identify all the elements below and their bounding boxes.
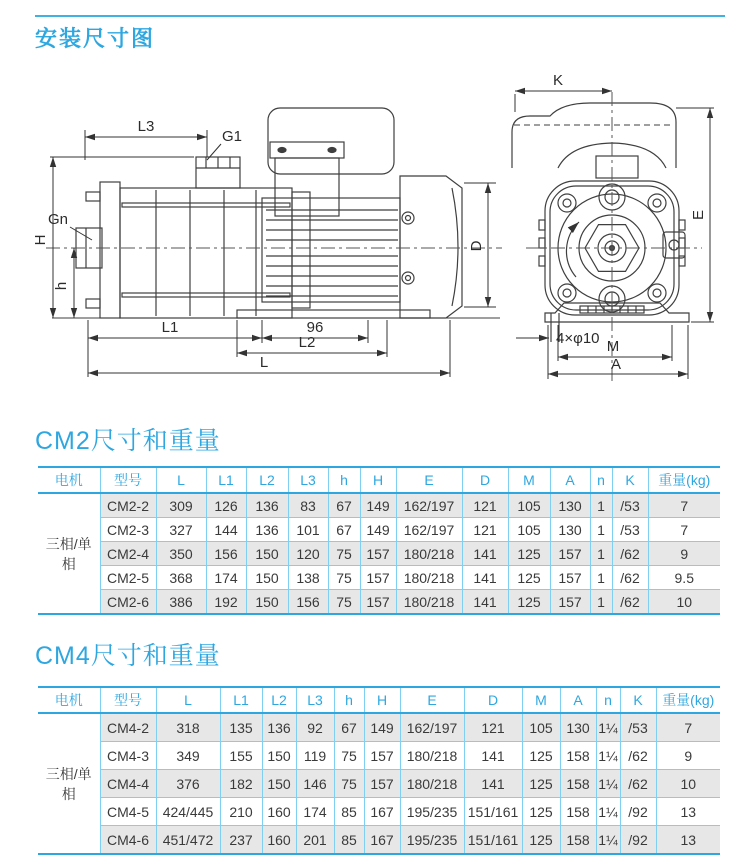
value-cell: 130	[550, 493, 590, 518]
column-header: D	[462, 467, 508, 493]
value-cell: 83	[288, 493, 328, 518]
value-cell: /53	[620, 713, 656, 742]
dim-label-L1: L1	[161, 319, 179, 336]
model-cell: CM2-4	[100, 542, 156, 566]
value-cell: 1	[590, 493, 612, 518]
value-cell: 150	[246, 566, 288, 590]
dim-label-Gn: Gn	[48, 211, 69, 228]
column-header: L2	[246, 467, 288, 493]
value-cell: 318	[156, 713, 220, 742]
value-cell: 158	[560, 770, 596, 798]
motor-group-cell: 三相/单相	[38, 713, 100, 854]
value-cell: 167	[364, 826, 400, 855]
value-cell: 105	[508, 493, 550, 518]
column-header: H	[360, 467, 396, 493]
model-cell: CM4-5	[100, 798, 156, 826]
value-cell: 85	[334, 798, 364, 826]
dim-label-A: A	[610, 356, 622, 373]
value-cell: /62	[620, 770, 656, 798]
value-cell: 157	[360, 566, 396, 590]
cm4-section-heading: CM4尺寸和重量	[35, 642, 221, 670]
column-header: E	[400, 687, 464, 713]
dim-label-L3: L3	[137, 118, 155, 135]
table-row	[38, 590, 720, 615]
column-header: L1	[220, 687, 262, 713]
model-cell: CM2-2	[100, 493, 156, 518]
value-cell: 174	[296, 798, 334, 826]
value-cell: /92	[620, 798, 656, 826]
value-cell: 149	[364, 713, 400, 742]
dim-label-G1: G1	[222, 128, 243, 145]
column-header: 型号	[100, 467, 156, 493]
value-cell: 182	[220, 770, 262, 798]
value-cell: 13	[656, 826, 720, 855]
value-cell: 158	[560, 742, 596, 770]
value-cell: 121	[464, 713, 522, 742]
value-cell: 136	[246, 518, 288, 542]
value-cell: 162/197	[396, 493, 462, 518]
table-row	[38, 566, 720, 590]
value-cell: 1¼	[596, 770, 620, 798]
column-header: A	[560, 687, 596, 713]
value-cell: 155	[220, 742, 262, 770]
value-cell: 167	[364, 798, 400, 826]
value-cell: 119	[296, 742, 334, 770]
cm4-table-header	[38, 687, 720, 713]
value-cell: 126	[206, 493, 246, 518]
column-header: M	[522, 687, 560, 713]
value-cell: 180/218	[396, 590, 462, 615]
column-header: n	[590, 467, 612, 493]
pump-front-view	[512, 103, 689, 342]
column-header: H	[364, 687, 400, 713]
model-cell: CM2-3	[100, 518, 156, 542]
column-header: 型号	[100, 687, 156, 713]
value-cell: 125	[508, 590, 550, 615]
value-cell: /62	[620, 742, 656, 770]
value-cell: 75	[328, 542, 360, 566]
value-cell: /62	[612, 566, 648, 590]
value-cell: 92	[296, 713, 334, 742]
column-header: L2	[262, 687, 296, 713]
value-cell: 67	[334, 713, 364, 742]
value-cell: 135	[220, 713, 262, 742]
table-row	[38, 542, 720, 566]
value-cell: 1	[590, 518, 612, 542]
cm2-section-heading: CM2尺寸和重量	[35, 427, 221, 455]
value-cell: 1	[590, 542, 612, 566]
column-header: L	[156, 467, 206, 493]
value-cell: 125	[522, 826, 560, 855]
column-header: M	[508, 467, 550, 493]
value-cell: 157	[550, 590, 590, 615]
column-header: L3	[288, 467, 328, 493]
value-cell: 9	[656, 742, 720, 770]
value-cell: 10	[648, 590, 720, 615]
value-cell: 180/218	[400, 770, 464, 798]
value-cell: /53	[612, 493, 648, 518]
value-cell: 146	[296, 770, 334, 798]
value-cell: 157	[364, 770, 400, 798]
value-cell: 125	[508, 542, 550, 566]
value-cell: 7	[648, 518, 720, 542]
value-cell: 157	[550, 542, 590, 566]
table-row	[38, 713, 720, 742]
value-cell: 75	[334, 742, 364, 770]
table-row	[38, 518, 720, 542]
table-row	[38, 798, 720, 826]
value-cell: 141	[464, 742, 522, 770]
value-cell: 180/218	[400, 742, 464, 770]
column-header: h	[334, 687, 364, 713]
value-cell: 150	[262, 742, 296, 770]
value-cell: 180/218	[396, 566, 462, 590]
value-cell: 210	[220, 798, 262, 826]
column-header: L1	[206, 467, 246, 493]
motor-group-cell: 三相/单相	[38, 493, 100, 614]
value-cell: 150	[262, 770, 296, 798]
value-cell: 13	[656, 798, 720, 826]
dim-label-bolt-holes: 4×φ10	[556, 330, 600, 347]
model-cell: CM4-4	[100, 770, 156, 798]
column-header: 电机	[38, 467, 100, 493]
value-cell: 174	[206, 566, 246, 590]
value-cell: 7	[648, 493, 720, 518]
value-cell: 136	[262, 713, 296, 742]
value-cell: 9.5	[648, 566, 720, 590]
value-cell: 157	[360, 542, 396, 566]
value-cell: 149	[360, 493, 396, 518]
column-header: K	[612, 467, 648, 493]
value-cell: 350	[156, 542, 206, 566]
value-cell: 101	[288, 518, 328, 542]
value-cell: 162/197	[396, 518, 462, 542]
value-cell: 1	[590, 566, 612, 590]
dim-label-L: L	[259, 354, 269, 371]
value-cell: 125	[522, 742, 560, 770]
value-cell: 85	[334, 826, 364, 855]
value-cell: 237	[220, 826, 262, 855]
column-header: h	[328, 467, 360, 493]
top-divider	[35, 15, 725, 17]
dim-label-h: h	[53, 281, 70, 291]
dim-label-D: D	[468, 240, 485, 252]
value-cell: 151/161	[464, 798, 522, 826]
value-cell: 151/161	[464, 826, 522, 855]
value-cell: 120	[288, 542, 328, 566]
table-row	[38, 493, 720, 518]
value-cell: 192	[206, 590, 246, 615]
value-cell: 121	[462, 518, 508, 542]
column-header: L3	[296, 687, 334, 713]
value-cell: 1¼	[596, 742, 620, 770]
value-cell: 7	[656, 713, 720, 742]
value-cell: 125	[522, 798, 560, 826]
value-cell: 75	[328, 590, 360, 615]
value-cell: 180/218	[396, 542, 462, 566]
dim-label-E: E	[690, 209, 707, 221]
column-header: D	[464, 687, 522, 713]
value-cell: 105	[508, 518, 550, 542]
model-cell: CM2-5	[100, 566, 156, 590]
value-cell: 160	[262, 826, 296, 855]
value-cell: 150	[246, 542, 288, 566]
column-header: A	[550, 467, 590, 493]
value-cell: 121	[462, 493, 508, 518]
value-cell: 75	[328, 566, 360, 590]
value-cell: 141	[462, 566, 508, 590]
value-cell: 149	[360, 518, 396, 542]
side-view-dimensions	[50, 130, 496, 377]
value-cell: 75	[334, 770, 364, 798]
cm4-spec-table	[38, 686, 720, 855]
value-cell: 125	[508, 566, 550, 590]
value-cell: 424/445	[156, 798, 220, 826]
column-header: L	[156, 687, 220, 713]
installation-dimension-drawing	[0, 70, 750, 405]
value-cell: 162/197	[400, 713, 464, 742]
header-row	[38, 687, 720, 713]
value-cell: 1¼	[596, 798, 620, 826]
value-cell: 349	[156, 742, 220, 770]
column-header: K	[620, 687, 656, 713]
value-cell: 141	[464, 770, 522, 798]
column-header: n	[596, 687, 620, 713]
column-header: 重量(kg)	[656, 687, 720, 713]
column-header: 电机	[38, 687, 100, 713]
value-cell: 160	[262, 798, 296, 826]
cm4-table-body	[38, 713, 720, 854]
table-row	[38, 826, 720, 855]
value-cell: 368	[156, 566, 206, 590]
value-cell: 376	[156, 770, 220, 798]
value-cell: 141	[462, 542, 508, 566]
column-header: 重量(kg)	[648, 467, 720, 493]
pump-side-view	[52, 108, 500, 318]
value-cell: 136	[246, 493, 288, 518]
value-cell: 157	[360, 590, 396, 615]
value-cell: 105	[522, 713, 560, 742]
cm2-table-header	[38, 467, 720, 493]
value-cell: 141	[462, 590, 508, 615]
value-cell: 130	[560, 713, 596, 742]
model-cell: CM2-6	[100, 590, 156, 615]
value-cell: /62	[612, 590, 648, 615]
cm2-table-body	[38, 493, 720, 614]
value-cell: 156	[288, 590, 328, 615]
dim-label-K: K	[552, 72, 564, 89]
dim-label-96: 96	[306, 319, 324, 336]
model-cell: CM4-6	[100, 826, 156, 855]
value-cell: 1	[590, 590, 612, 615]
cm2-spec-table	[38, 466, 720, 615]
model-cell: CM4-2	[100, 713, 156, 742]
table-row	[38, 770, 720, 798]
value-cell: 386	[156, 590, 206, 615]
column-header: E	[396, 467, 462, 493]
value-cell: 157	[550, 566, 590, 590]
value-cell: 1¼	[596, 713, 620, 742]
dim-label-L2: L2	[298, 334, 316, 351]
value-cell: 309	[156, 493, 206, 518]
dim-label-H: H	[32, 234, 49, 246]
value-cell: 1¼	[596, 826, 620, 855]
value-cell: 144	[206, 518, 246, 542]
value-cell: 130	[550, 518, 590, 542]
value-cell: 327	[156, 518, 206, 542]
page-title: 安装尺寸图	[35, 26, 156, 51]
dim-label-M: M	[606, 338, 620, 355]
value-cell: /53	[612, 518, 648, 542]
value-cell: 150	[246, 590, 288, 615]
value-cell: 125	[522, 770, 560, 798]
value-cell: 195/235	[400, 798, 464, 826]
value-cell: 138	[288, 566, 328, 590]
value-cell: /62	[612, 542, 648, 566]
value-cell: 158	[560, 826, 596, 855]
model-cell: CM4-3	[100, 742, 156, 770]
value-cell: 201	[296, 826, 334, 855]
table-row	[38, 742, 720, 770]
value-cell: 158	[560, 798, 596, 826]
header-row	[38, 467, 720, 493]
value-cell: 67	[328, 493, 360, 518]
value-cell: 67	[328, 518, 360, 542]
value-cell: 157	[364, 742, 400, 770]
value-cell: 195/235	[400, 826, 464, 855]
value-cell: 10	[656, 770, 720, 798]
value-cell: 451/472	[156, 826, 220, 855]
value-cell: /92	[620, 826, 656, 855]
value-cell: 9	[648, 542, 720, 566]
value-cell: 156	[206, 542, 246, 566]
